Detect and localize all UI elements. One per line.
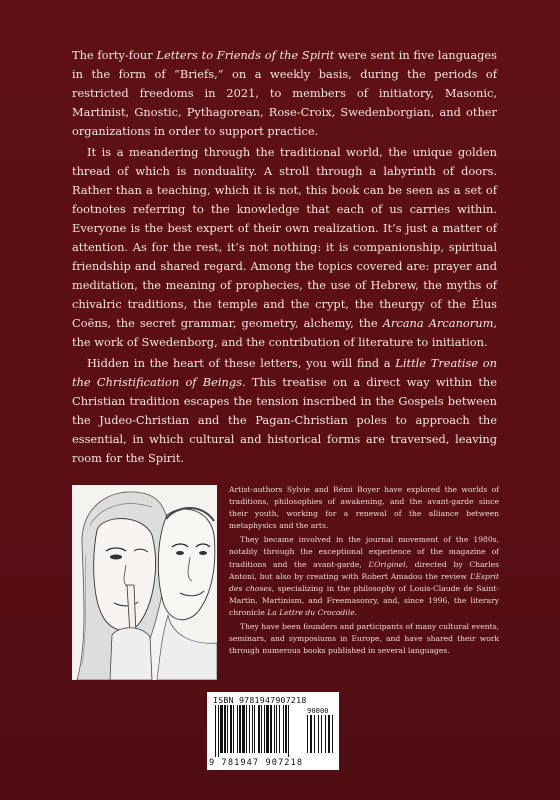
treatise-title: Little Treatise on the Christification of Beings (72, 356, 497, 389)
addon-bar (328, 715, 330, 753)
barcode-digits: 9 781947 907218 (209, 758, 304, 768)
bio-text: . (354, 607, 358, 617)
book-title: Letters to Friends of the Spirit (156, 48, 335, 62)
barcode-bar (242, 705, 245, 753)
back-cover-blurb (72, 46, 497, 468)
bio-text: , directed by Charles Antoni, but also by creating with Robert Amadou the review (229, 559, 499, 581)
chronicle-title: La Lettre du Crocodile (267, 607, 355, 617)
bio-paragraph-3: They have been founders and participants of many cultural events, seminars, and symposiums in Europe, and have shared their work through numerous books published in several languages. (229, 622, 499, 656)
blurb-text: It is a meandering through the traditional world, the unique golden thread of which is nonduality. A stroll through a labyrinth of doors. Rather than a teaching, which it is not, this book can be seen as a set of footnotes referring to the knowledge that each of us carries within. Everyone is the best expert of their own realization. It’s just a matter of attention. As for the rest, it’s not nothing: it is companionship, spiritual friendship and shared regard. Among the topics covered are: prayer and meditation, the meaning of prophecies, the use of Hebrew, the myths of chivalric traditions, the temple and the crypt, the theurgy of the Élus Coëns, the secret grammar, geometry, alchemy, the (72, 145, 497, 330)
addon-bar (310, 715, 312, 753)
addon-bar (314, 715, 315, 753)
barcode-bar (218, 705, 219, 757)
barcode-bar (252, 705, 253, 753)
barcode-bars (213, 705, 333, 759)
blurb-paragraph-3 (72, 354, 497, 468)
portrait-drawing (72, 485, 217, 680)
barcode-bar (285, 705, 287, 753)
bio-paragraph-2 (229, 534, 499, 619)
barcode-bar (288, 705, 289, 757)
blurb-text: , the work of Swedenborg, and the contribution of literature to initiation. (72, 316, 497, 349)
barcode-bar (254, 705, 255, 753)
magazine-title: L’Originel (368, 559, 406, 569)
barcode-bar (233, 705, 234, 753)
blurb-paragraph-1 (72, 46, 497, 141)
addon-bar (307, 715, 308, 753)
blurb-text: Hidden in the heart of these letters, you will find a (87, 356, 396, 370)
barcode-bar (279, 705, 280, 753)
bio-paragraph-1: Artist-authors Sylvie and Rémi Boyer have explored the worlds of traditions, philosophies of awakening, and the avant-garde since their youth, working for a renewal of the alliance between metaphysics and the arts. (229, 485, 499, 531)
addon-bar (332, 715, 333, 753)
barcode-bar (246, 705, 247, 753)
bio-text: , specializing in the philosophy of Louis-Claude de Saint-Martin, Martinism, and Freemasonry, and, since 1996, the literary chronicle (229, 583, 499, 617)
barcode-bar (258, 705, 260, 753)
barcode-bar (261, 705, 262, 753)
barcode-bar (230, 705, 232, 753)
blurb-paragraph-2 (72, 143, 497, 352)
barcode-bar (224, 705, 226, 753)
barcode-bar (239, 705, 241, 753)
barcode-bar (274, 705, 275, 753)
blurb-text: . This treatise on a direct way within the Christian tradition escapes the tension inscribed in the Gospels between the Judeo-Christian and the Pagan-Christian poles to approach the essential, in which cultural and historical forms are traversed, leaving room for the Spirit. (72, 375, 497, 465)
blurb-text: The forty-four (72, 48, 157, 62)
barcode-bar (266, 705, 269, 753)
author-portrait (72, 485, 217, 680)
author-bio (229, 484, 499, 657)
bio-text: They became involved in the journal movement of the 1980s, notably through the exceptional experience of the magazine of traditions and the avant-garde, (229, 535, 499, 569)
isbn-label: ISBN 9781947907218 (213, 695, 307, 705)
barcode-bar (220, 705, 223, 753)
isbn-barcode (207, 692, 339, 770)
addon-bar (325, 715, 326, 753)
review-title: L’Esprit des choses (229, 571, 499, 593)
blurb-text: were sent in five languages in the form of “Briefs,” on a weekly basis, during the periods of restricted freedoms in 2021, to members of initiatory, Masonic, Martinist, Gnostic, Pythagorean, Rose-Croix, Swedenborgian, and other organizations in order to support practice. (72, 48, 497, 138)
addon-bar (321, 715, 322, 753)
barcode-bar (264, 705, 265, 753)
barcode-bar (215, 705, 216, 757)
barcode-bar (237, 705, 238, 753)
barcode-bar (276, 705, 277, 753)
italic-term: Arcana Arcanorum (382, 316, 494, 330)
barcode-bar (249, 705, 250, 753)
barcode-bar (227, 705, 228, 753)
barcode-bar (283, 705, 284, 753)
addon-bar (318, 715, 319, 753)
barcode-bar (270, 705, 272, 753)
price-code: 90000 (307, 706, 329, 715)
